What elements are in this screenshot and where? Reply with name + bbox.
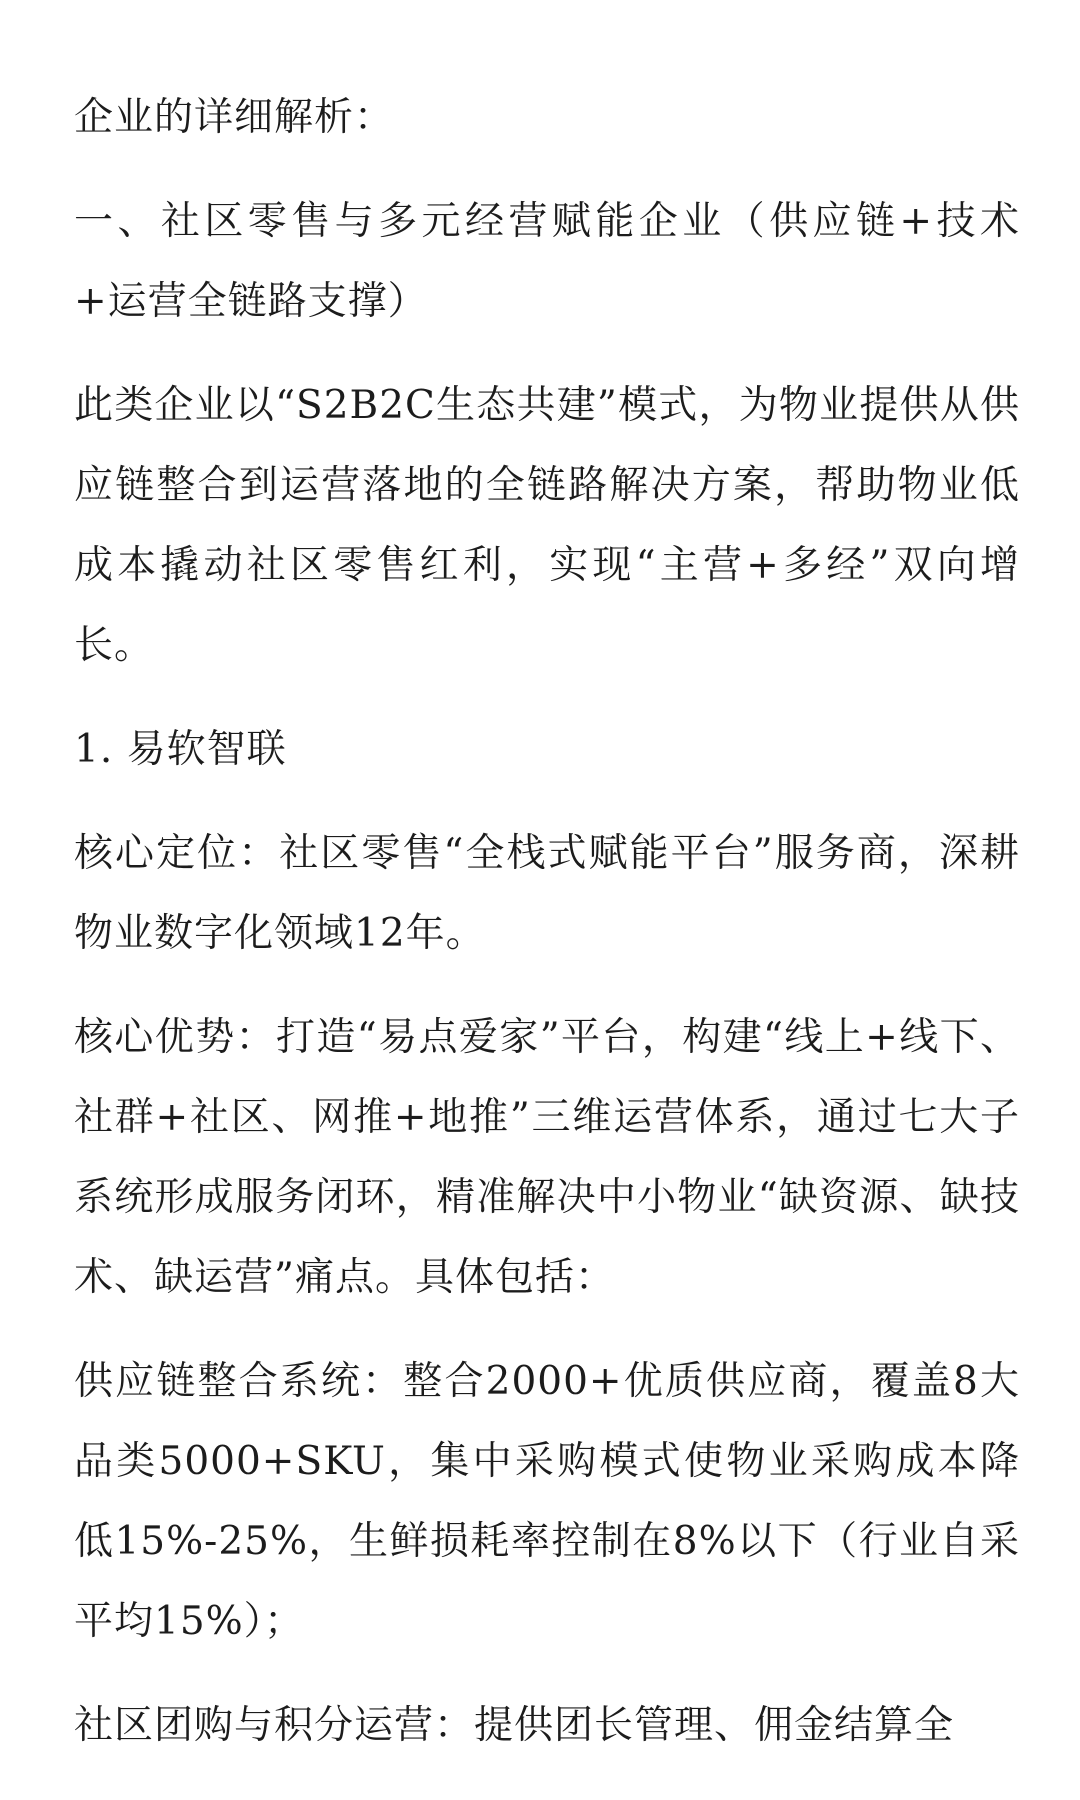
article-body <box>74 78 1020 1790</box>
section-heading: 一、社区零售与多元经营赋能企业（供应链+技术+运营全链路支撑） <box>74 199 1020 324</box>
company-heading: 1. 易软智联 <box>74 727 287 772</box>
intro-heading: 企业的详细解析： <box>74 95 395 140</box>
group-buying-operation: 社区团购与积分运营：提供团长管理、佣金结算全 <box>74 1703 955 1748</box>
supply-chain-system: 供应链整合系统：整合2000+优质供应商，覆盖8大品类5000+SKU，集中采购模式使物业采购成本降低15%-25%，生鲜损耗率控制在8%以下（行业自采平均15%）； <box>74 1359 1020 1644</box>
section-description: 此类企业以“S2B2C生态共建”模式，为物业提供从供应链整合到运营落地的全链路解决方案，帮助物业低成本撬动社区零售红利，实现“主营+多经”双向增长。 <box>74 383 1020 668</box>
core-positioning: 核心定位：社区零售“全栈式赋能平台”服务商，深耕物业数字化领域12年。 <box>74 831 1020 956</box>
core-advantage: 核心优势：打造“易点爱家”平台，构建“线上+线下、社群+社区、网推+地推”三维运营体系，通过七大子系统形成服务闭环，精准解决中小物业“缺资源、缺技术、缺运营”痛点。具体包括： <box>74 1015 1020 1300</box>
